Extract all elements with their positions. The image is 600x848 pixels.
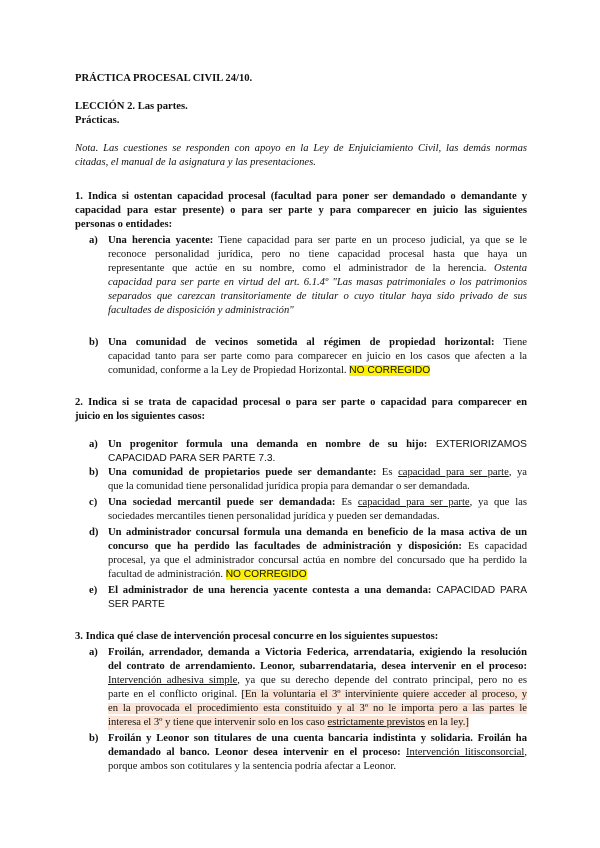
q3-b-line-2: demandado al banco. Leonor desea intervenir en el proceso: Intervención litisconsorcial, <box>108 747 527 758</box>
q2-b-label: b) <box>89 467 99 478</box>
q2-e-line-2: SER PARTE <box>108 599 165 610</box>
q2-e-line-1: El administrador de una herencia yacente contesta a una demanda: CAPACIDAD PARA <box>108 585 528 596</box>
q1-a-line-6: facultades de disposición y administración" <box>108 305 294 316</box>
q2-a-label: a) <box>89 439 98 450</box>
q1-a-line-2: reconoce personalidad jurídica, pero no tiene capacidad procesal hasta que haya un <box>108 249 527 260</box>
q2-e-label: e) <box>89 585 98 596</box>
q2-d-label: d) <box>89 527 99 538</box>
q2-d-line-1: Un administrador concursal formula una demanda en beneficio de la masa activa de un <box>108 527 527 538</box>
subtitle: Prácticas. <box>75 115 120 126</box>
q3-b-line-1: Froilán y Leonor son titulares de una cuenta bancaria indistinta y solidaria. Froilán ha <box>108 733 527 744</box>
q2-c-line-1: Una sociedad mercantil puede ser demandada: Es capacidad para ser parte, ya que las <box>108 497 528 508</box>
q2-a-line-1: Un progenitor formula una demanda en nombre de su hijo: EXTERIORIZAMOS <box>108 439 527 450</box>
q1-a-line-3: representante que actúe en su nombre, como el administrador de la herencia. Ostenta <box>108 263 528 274</box>
q3-a-line-2: del contrato de arrendamiento. Leonor, subarrendataria, desea intervenir en el proceso: <box>108 661 527 672</box>
q3-a-line-6: interesa el 3º y tiene que intervenir solo en los caso estrictamente previstos en la ley.] <box>108 717 469 728</box>
q3-a-line-4: parte en el conflicto original. [En la voluntaria el 3º interviniente quiere acceder al proceso, y <box>108 689 528 700</box>
q1-line-2: capacidad para estar presente) o para ser parte y para comparecer en juicio las siguientes <box>75 205 527 216</box>
q1-a-line-4: capacidad para ser parte en virtud del art. 6.1.4º "Las masas patrimoniales o los patrimonios <box>108 277 527 288</box>
q1-a-label: a) <box>89 235 98 246</box>
q1-b-line-1: Una comunidad de vecinos sometida al régimen de propiedad horizontal: Tiene <box>108 337 527 348</box>
q1-line-3: personas o entidades: <box>75 219 173 230</box>
q2-b-line-1: Una comunidad de propietarios puede ser demandante: Es capacidad para ser parte, ya <box>108 467 528 478</box>
q2-line-1: 2. Indica si se trata de capacidad procesal o para ser parte o capacidad para comparecer en <box>75 397 527 408</box>
note-line-2: citadas, el manual de la asignatura y las presentaciones. <box>75 157 316 168</box>
q1-a-line-1: Una herencia yacente: Tiene capacidad para ser parte en un proceso judicial, ya que se le <box>108 235 527 246</box>
q2-d-line-4: facultad de administración. NO CORREGIDO <box>108 569 307 580</box>
q2-c-label: c) <box>89 497 98 508</box>
q2-a-line-2: CAPACIDAD PARA SER PARTE 7.3. <box>108 453 276 464</box>
q2-d-line-2: concurso que ha perdido las facultades de administración y disposición: Es capacidad <box>108 541 527 552</box>
q2-line-2: juicio en los siguientes casos: <box>75 411 206 422</box>
not-corrected-mark: NO CORREGIDO <box>349 365 431 376</box>
q3-a-line-5: en la provocada el procedimiento esta constituido y al 3º no le importa pero a las partes le <box>108 703 527 714</box>
q1-line-1: 1. Indica si ostentan capacidad procesal (facultad para poner ser demandado o demandante y <box>75 191 527 202</box>
q3-b-label: b) <box>89 733 99 744</box>
lesson-title: LECCIÓN 2. Las partes. <box>75 101 188 112</box>
q3-line-1: 3. Indica qué clase de intervención procesal concurre en los siguientes supuestos: <box>75 631 439 642</box>
note-line-1: Nota. Las cuestiones se responden con apoyo en la Ley de Enjuiciamiento Civil, las demás normas <box>75 143 527 154</box>
q3-b-line-3: porque ambos son cotitulares y la sentencia podría afectar a Leonor. <box>108 761 396 772</box>
doc-title: PRÁCTICA PROCESAL CIVIL 24/10. <box>75 73 253 84</box>
q3-a-line-3: Intervención adhesiva simple, ya que su derecho depende del contrato principal, pero no es <box>108 675 528 686</box>
q2-d-line-3: procesal, ya que el administrador concursal actúa en nombre del concursado que ha perdido la <box>108 555 527 566</box>
q2-b-line-2: que la comunidad tiene personalidad jurídica propia para demandar o ser demandada. <box>108 481 470 492</box>
q2-c-line-2: sociedades mercantiles tienen personalidad jurídica y pueden ser demandadas. <box>108 511 440 522</box>
not-corrected-mark: NO CORREGIDO <box>225 569 307 580</box>
q1-a-line-5: separados que carezcan transitoriamente de titular o cuyo titular haya sido privado de sus <box>108 291 527 302</box>
q1-b-line-3: comunidad, conforme a la Ley de Propiedad Horizontal. NO CORREGIDO <box>108 365 431 376</box>
q3-a-line-1: Froilán, arrendador, demanda a Victoria Federica, arrendataria, exigiendo la resolución <box>108 647 527 658</box>
q3-a-label: a) <box>89 647 98 658</box>
q1-b-line-2: capacidad tanto para ser parte como para comparecer en juicio en los casos que afecten a la <box>108 351 527 362</box>
q1-b-label: b) <box>89 337 99 348</box>
